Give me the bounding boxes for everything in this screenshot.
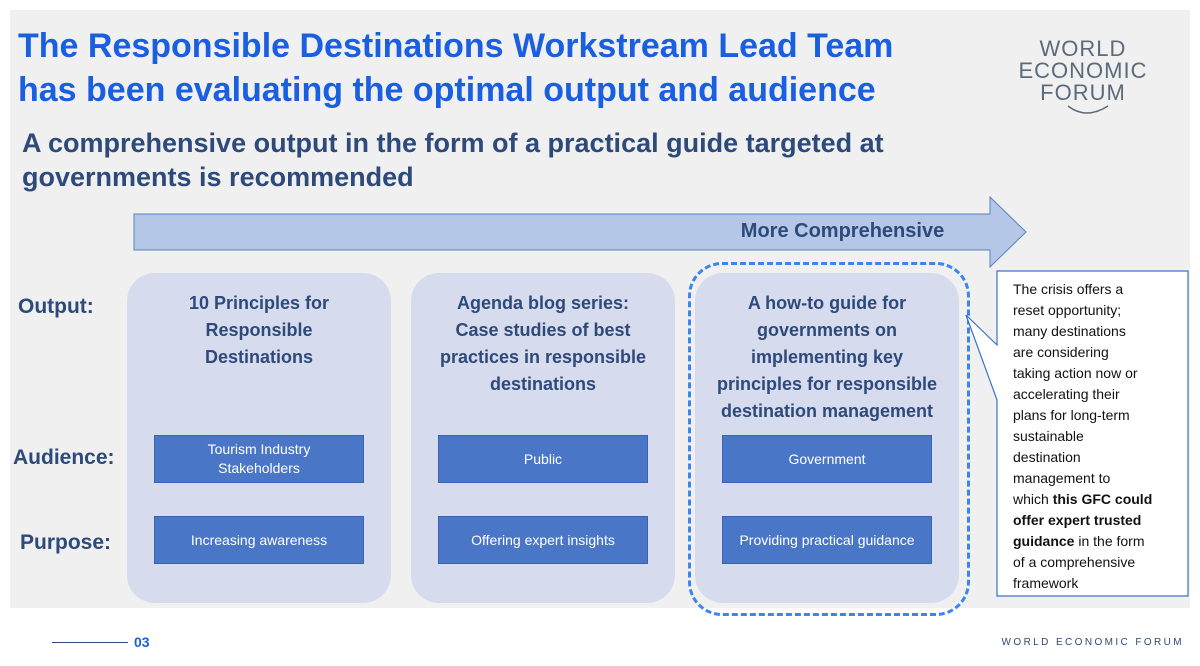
- arrow-label: More Comprehensive: [740, 220, 945, 242]
- option-title-line: Responsible: [205, 320, 313, 340]
- row-label-purpose: Purpose:: [20, 531, 112, 554]
- footer-rule: [52, 642, 128, 643]
- callout-line: framework: [1013, 575, 1079, 591]
- callout-text: [1013, 279, 1181, 594]
- option-title-line: Destinations: [204, 347, 314, 367]
- callout-line: taking action now or: [1013, 365, 1138, 381]
- callout-line: management to: [1013, 470, 1111, 486]
- callout-line: of a comprehensive: [1013, 554, 1136, 570]
- callout-emphasis: offer expert trusted: [1013, 512, 1142, 528]
- logo-line-world: WORLD: [1039, 36, 1127, 61]
- option-title-line: governments on: [756, 320, 898, 340]
- audience-line: Government: [788, 450, 866, 467]
- option-column-blog-series: [411, 273, 675, 603]
- option-title-line: Agenda blog series:: [456, 293, 630, 313]
- option-title-line: destinations: [489, 374, 596, 394]
- option-title-line: Case studies of best: [455, 320, 631, 340]
- audience-box: [154, 435, 364, 483]
- option-column-principles: [127, 273, 391, 603]
- option-title-line: A how-to guide for: [747, 293, 907, 313]
- purpose-text: Increasing awareness: [190, 531, 328, 548]
- option-title-line: principles for responsible: [716, 374, 938, 394]
- recommended-option-highlight: [688, 262, 970, 616]
- audience-line: Public: [523, 450, 563, 467]
- callout-line: reset opportunity;: [1013, 302, 1122, 318]
- title-line-2: has been evaluating the optimal output and audience: [18, 71, 876, 109]
- callout-line: [1013, 489, 1181, 510]
- subtitle-line-2: governments is recommended: [22, 162, 414, 192]
- logo-arc-icon: [1008, 36, 1158, 126]
- title-line-1: The Responsible Destinations Workstream Lead Team: [18, 27, 894, 65]
- callout-line: The crisis offers a: [1013, 281, 1124, 297]
- logo-line-economic: ECONOMIC: [1018, 58, 1148, 83]
- purpose-box: [438, 516, 648, 564]
- audience-box: [438, 435, 648, 483]
- callout-line: sustainable: [1013, 428, 1084, 444]
- purpose-text: Offering expert insights: [471, 531, 615, 548]
- page-title: [18, 24, 1008, 112]
- option-title-line: practices in responsible: [439, 347, 647, 367]
- audience-line: Tourism Industry: [207, 441, 311, 457]
- wef-logo: [1008, 36, 1158, 126]
- callout-text-segment: which: [1013, 491, 1053, 507]
- option-title-line: destination management: [720, 401, 934, 421]
- callout-line: are considering: [1013, 344, 1109, 360]
- option-title: [411, 290, 675, 398]
- purpose-text: Providing practical guidance: [739, 531, 915, 548]
- page-number: 03: [134, 634, 150, 650]
- callout-emphasis: guidance: [1013, 533, 1075, 549]
- option-title: [127, 290, 391, 371]
- audience-line: Stakeholders: [218, 460, 300, 476]
- footer-brand: WORLD ECONOMIC FORUM: [1001, 637, 1184, 648]
- callout-line: many destinations: [1013, 323, 1126, 339]
- row-label-audience: Audience:: [13, 446, 115, 469]
- callout-line: [1013, 510, 1181, 531]
- option-title-line: implementing key: [750, 347, 904, 367]
- callout-emphasis: this GFC could: [1052, 491, 1153, 507]
- callout-line: accelerating their: [1013, 386, 1120, 402]
- logo-line-forum: FORUM: [1040, 80, 1126, 105]
- callout-text-segment: in the form: [1074, 533, 1145, 549]
- page-subtitle: [22, 126, 1022, 194]
- purpose-box: [154, 516, 364, 564]
- row-label-output: Output:: [18, 295, 94, 318]
- callout-line: destination: [1013, 449, 1081, 465]
- option-title-line: 10 Principles for: [188, 293, 330, 313]
- subtitle-line-1: A comprehensive output in the form of a practical guide targeted at: [22, 128, 884, 158]
- callout-line: [1013, 531, 1181, 552]
- callout-line: plans for long-term: [1013, 407, 1130, 423]
